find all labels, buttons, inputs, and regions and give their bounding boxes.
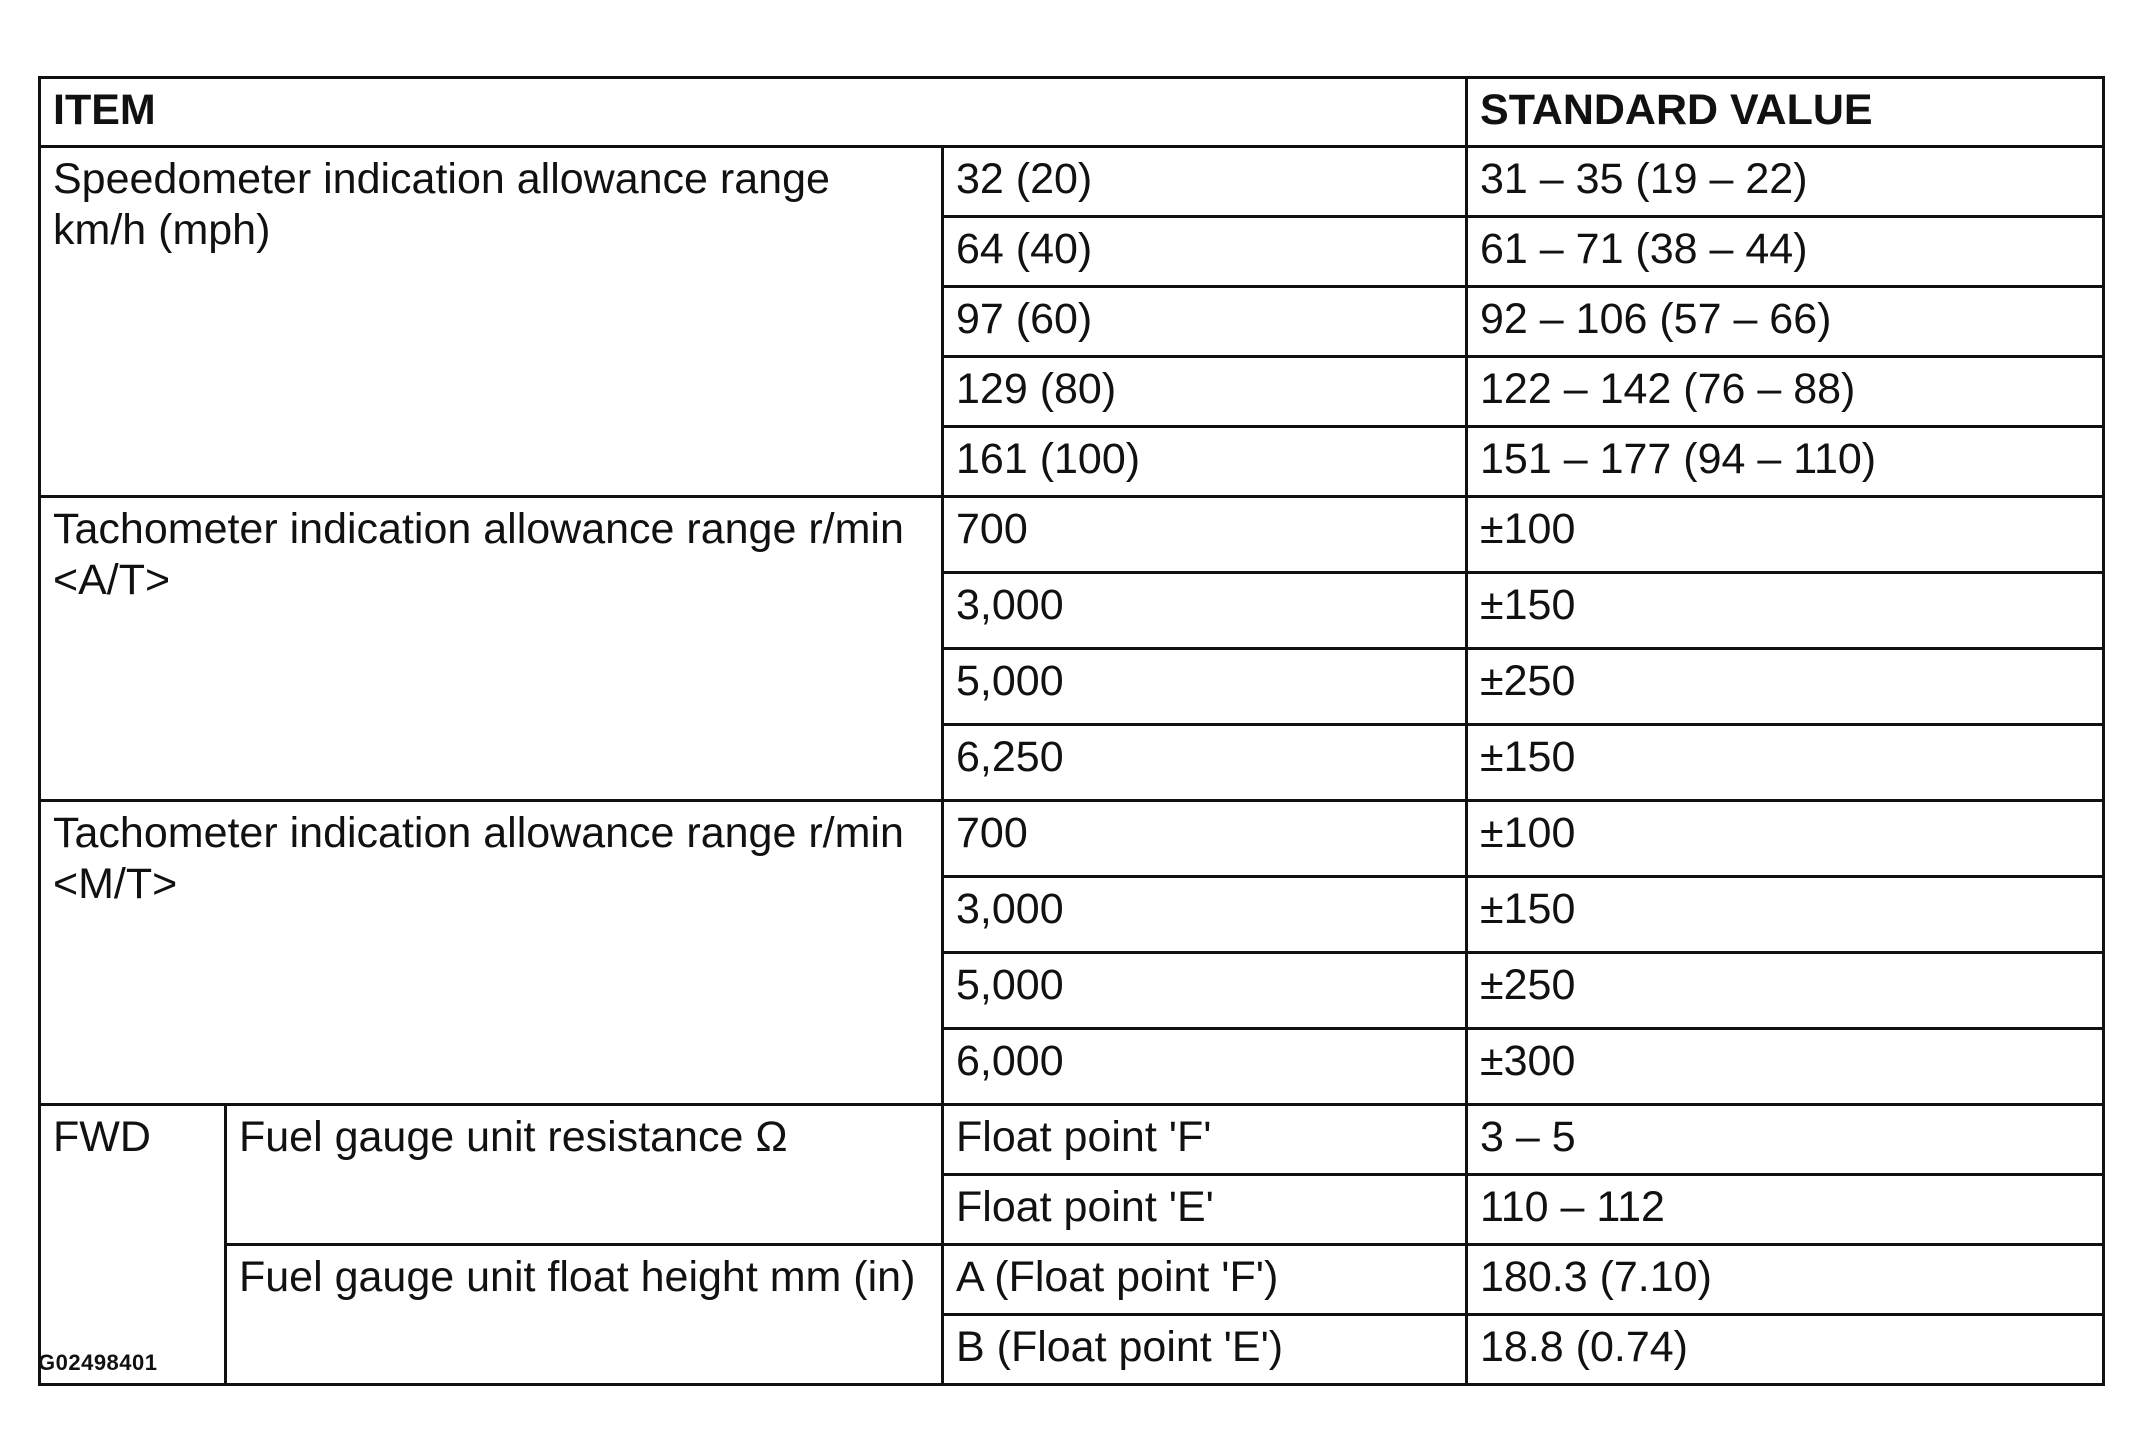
fuel-height-condition: A (Float point 'F') — [943, 1245, 1467, 1315]
fuel-resistance-value: 3 – 5 — [1467, 1105, 2104, 1175]
fuel-resistance-label: Fuel gauge unit resistance Ω — [226, 1105, 943, 1245]
tach-at-condition: 6,250 — [943, 725, 1467, 801]
tach-at-label: Tachometer indication allowance range r/min <A/T> — [40, 497, 943, 801]
tach-mt-condition: 6,000 — [943, 1029, 1467, 1105]
tach-mt-condition: 5,000 — [943, 953, 1467, 1029]
speedometer-label: Speedometer indication allowance range km/h (mph) — [40, 147, 943, 497]
speedometer-condition: 161 (100) — [943, 427, 1467, 497]
speedometer-value: 122 – 142 (76 – 88) — [1467, 357, 2104, 427]
tach-at-condition: 700 — [943, 497, 1467, 573]
tach-mt-label: Tachometer indication allowance range r/min <M/T> — [40, 801, 943, 1105]
tach-at-value: ±150 — [1467, 573, 2104, 649]
header-row — [40, 78, 2104, 147]
speedometer-condition: 97 (60) — [943, 287, 1467, 357]
table-row — [40, 1105, 2104, 1175]
table-row — [40, 497, 2104, 573]
speedometer-value: 61 – 71 (38 – 44) — [1467, 217, 2104, 287]
fuel-height-value: 180.3 (7.10) — [1467, 1245, 2104, 1315]
speedometer-value: 92 – 106 (57 – 66) — [1467, 287, 2104, 357]
tach-mt-value: ±150 — [1467, 877, 2104, 953]
tach-mt-condition: 700 — [943, 801, 1467, 877]
fuel-group-label: FWD — [40, 1105, 226, 1385]
tach-at-value: ±250 — [1467, 649, 2104, 725]
tach-mt-value: ±100 — [1467, 801, 2104, 877]
speedometer-condition: 129 (80) — [943, 357, 1467, 427]
tach-at-condition: 3,000 — [943, 573, 1467, 649]
fuel-height-value: 18.8 (0.74) — [1467, 1315, 2104, 1385]
spec-table — [38, 76, 2105, 1386]
tach-mt-condition: 3,000 — [943, 877, 1467, 953]
tach-at-value: ±100 — [1467, 497, 2104, 573]
speedometer-condition: 32 (20) — [943, 147, 1467, 217]
speedometer-value: 31 – 35 (19 – 22) — [1467, 147, 2104, 217]
figure-id: G02498401 — [38, 1350, 158, 1375]
header-standard-value: STANDARD VALUE — [1467, 78, 2104, 147]
table-row — [40, 1245, 2104, 1315]
tach-mt-value: ±300 — [1467, 1029, 2104, 1105]
fuel-resistance-value: 110 – 112 — [1467, 1175, 2104, 1245]
fuel-height-label: Fuel gauge unit float height mm (in) — [226, 1245, 943, 1385]
tach-at-value: ±150 — [1467, 725, 2104, 801]
table-row — [40, 147, 2104, 217]
fuel-resistance-condition: Float point 'F' — [943, 1105, 1467, 1175]
fuel-resistance-condition: Float point 'E' — [943, 1175, 1467, 1245]
table-row — [40, 801, 2104, 877]
speedometer-value: 151 – 177 (94 – 110) — [1467, 427, 2104, 497]
speedometer-condition: 64 (40) — [943, 217, 1467, 287]
fuel-height-condition: B (Float point 'E') — [943, 1315, 1467, 1385]
tach-mt-value: ±250 — [1467, 953, 2104, 1029]
tach-at-condition: 5,000 — [943, 649, 1467, 725]
header-item: ITEM — [40, 78, 1467, 147]
